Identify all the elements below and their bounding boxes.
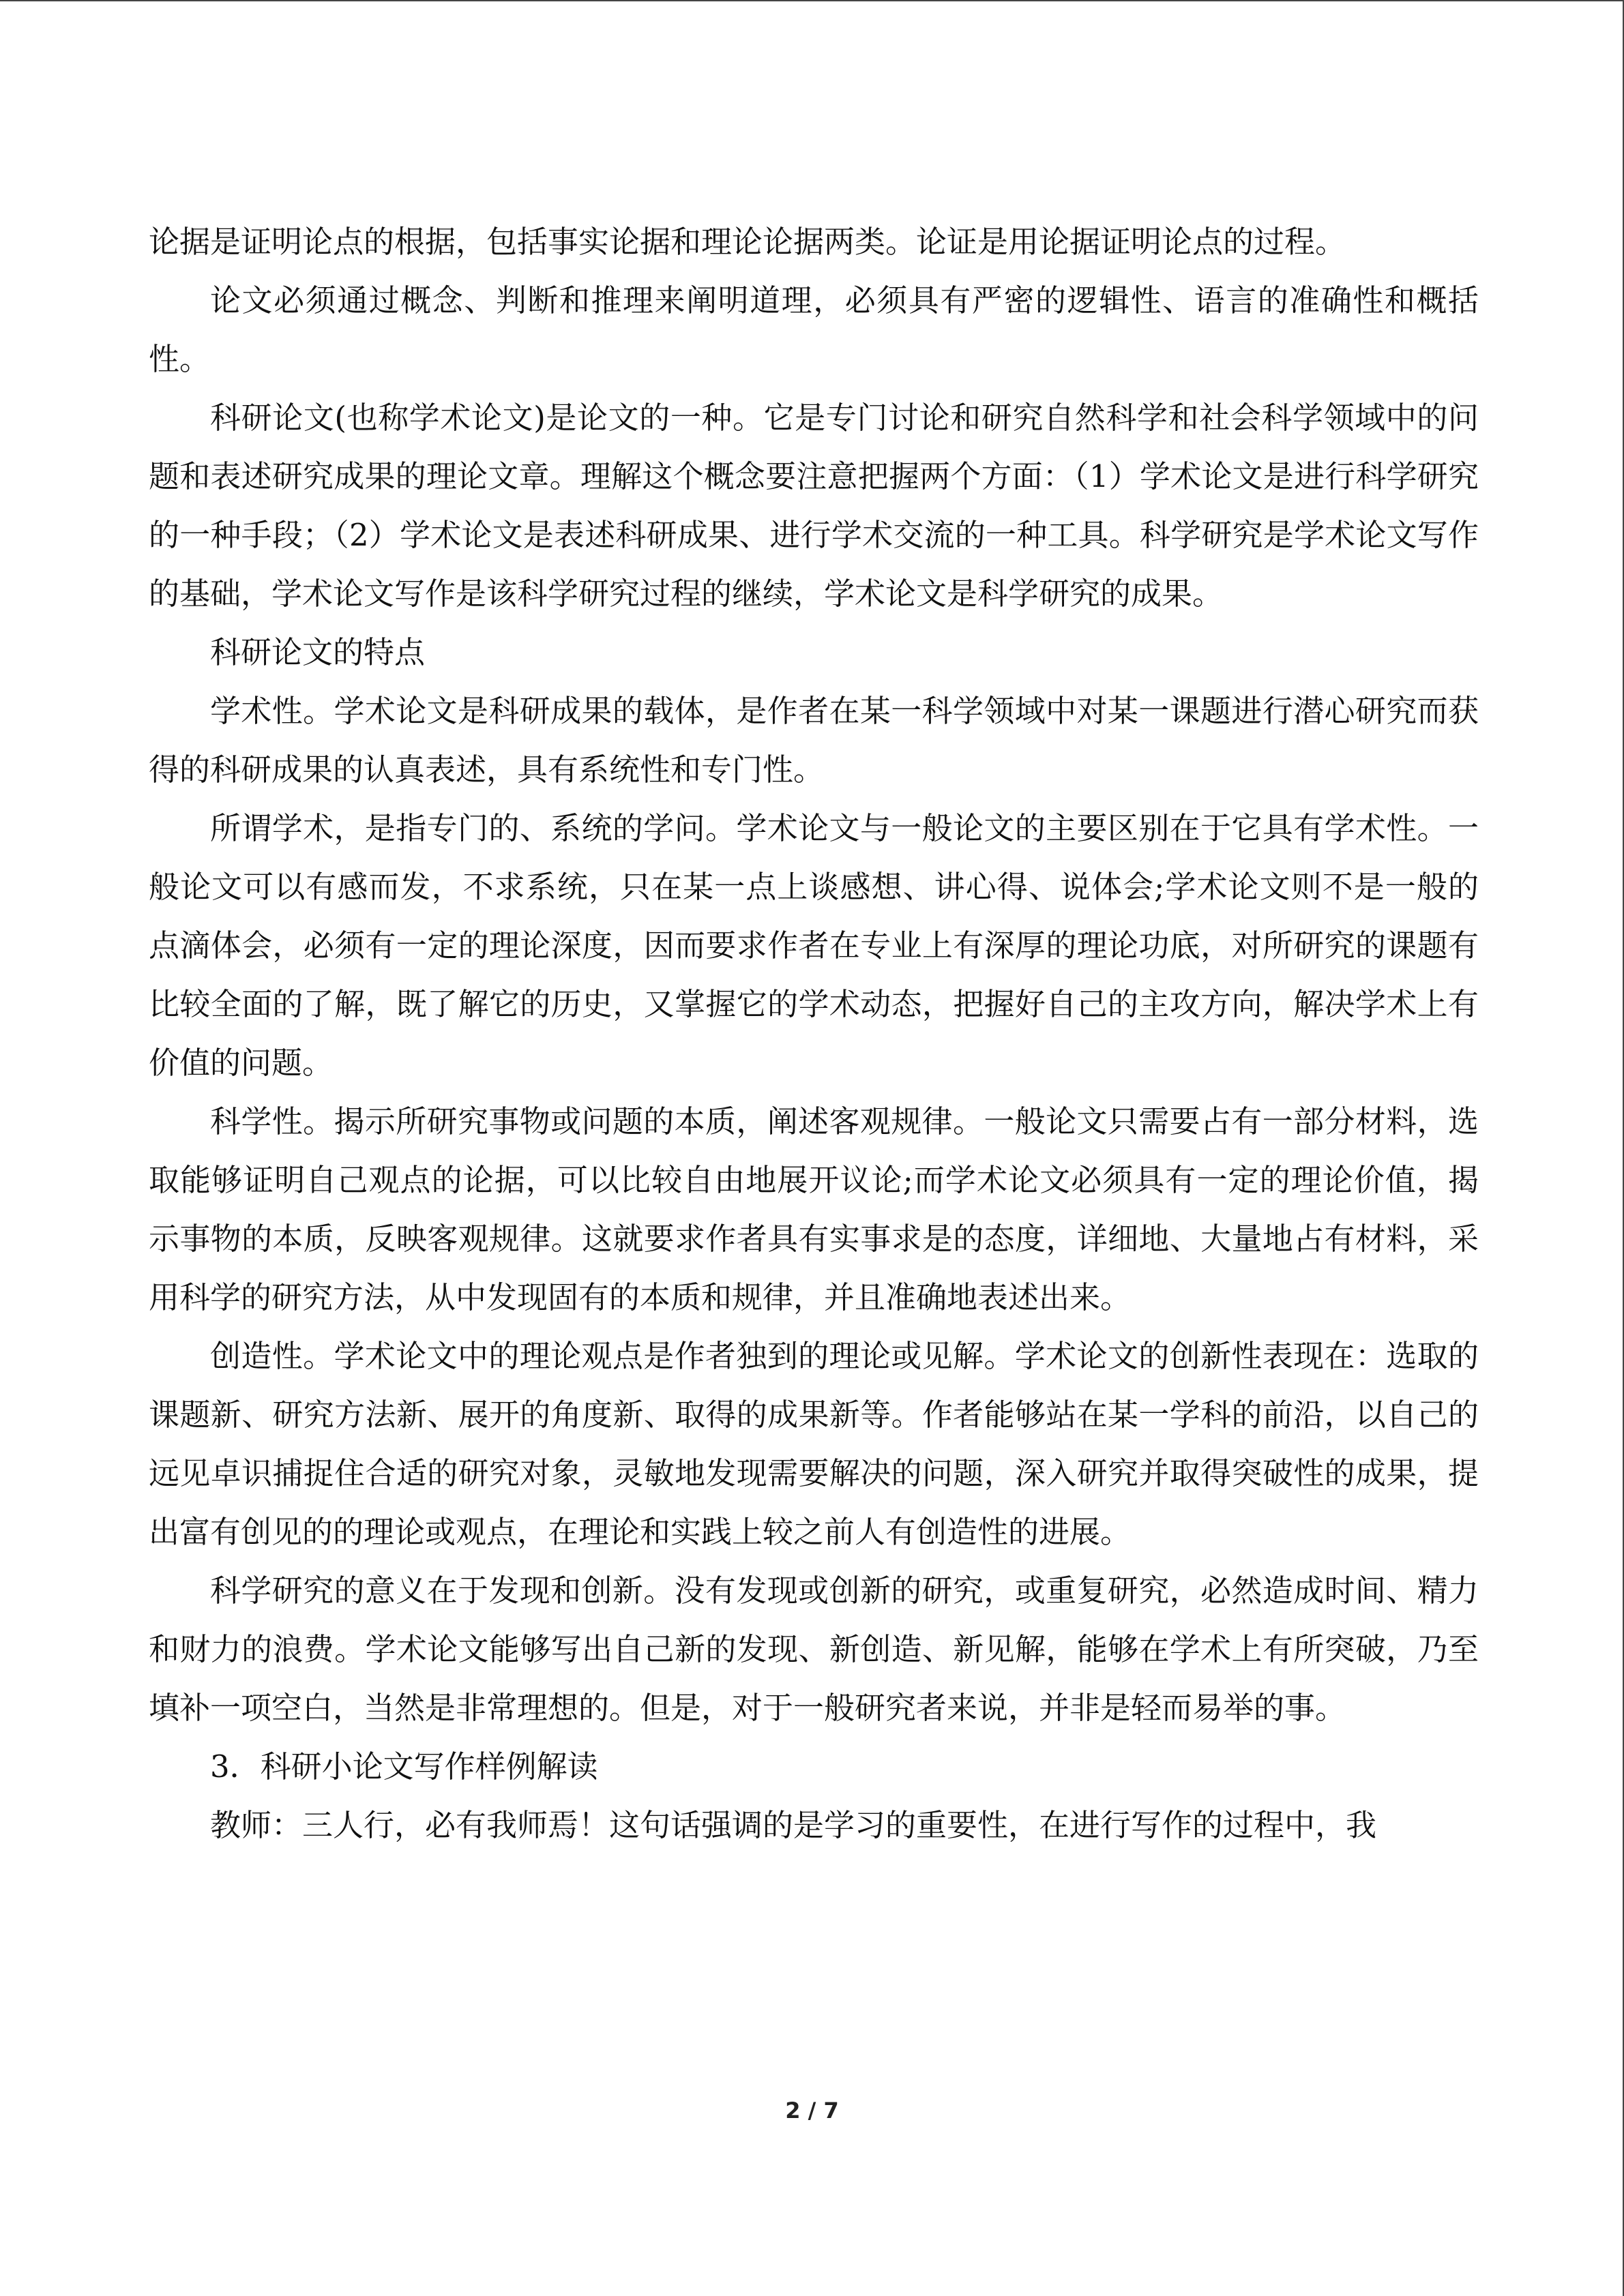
section-heading-example: 3．科研小论文写作样例解读 — [210, 1748, 598, 1785]
paragraph-research-paper-definition: 科研论文(也称学术论文)是论文的一种。它是专门讨论和研究自然科学和社会科学领域中的问题和表述研究成果的理论文章。理解这个概念要注意把握两个方面：（1）学术论文是进行科学研究的一种手段；（2）学术论文是表述科研成果、进行学术交流的一种工具。科学研究是学术论文写作的基础，学术论文写作是该科学研究过程的继续，学术论文是科学研究的成果。 — [149, 400, 1479, 612]
paragraph-creativity: 创造性。学术论文中的理论观点是作者独到的理论或见解。学术论文的创新性表现在：选取的课题新、研究方法新、展开的角度新、取得的成果新等。作者能够站在某一学科的前沿，以自己的远见卓识捕捉住合适的研究对象，灵敏地发现需要解决的问题，深入研究并取得突破性的成果，提出富有创见的的理论或观点，在理论和实践上较之前人有创造性的进展。 — [149, 1338, 1479, 1550]
paragraph-teacher-quote: 教师：三人行，必有我师焉！这句话强调的是学习的重要性，在进行写作的过程中，我 — [210, 1807, 1377, 1843]
paragraph-arguments-definition: 论据是证明论点的根据，包括事实论据和理论论据两类。论证是用论据证明论点的过程。 — [149, 224, 1346, 260]
document-body — [149, 213, 1479, 1855]
paragraph-logic-requirement: 论文必须通过概念、判断和推理来阐明道理，必须具有严密的逻辑性、语言的准确性和概括性。 — [149, 282, 1479, 377]
paragraph-scientific-nature: 科学性。揭示所研究事物或问题的本质，阐述客观规律。一般论文只需要占有一部分材料，选取能够证明自己观点的论据，可以比较自由地展开议论;而学术论文必须具有一定的理论价值，揭示事物的本质，反映客观规律。这就要求作者具有实事求是的态度，详细地、大量地占有材料，采用科学的研究方法，从中发现固有的本质和规律，并且准确地表述出来。 — [149, 1103, 1479, 1315]
section-heading-features: 科研论文的特点 — [210, 634, 426, 670]
paragraph-academic-nature: 学术性。学术论文是科研成果的载体，是作者在某一科学领域中对某一课题进行潜心研究而获得的科研成果的认真表述，具有系统性和专门性。 — [149, 693, 1479, 788]
paragraph-academic-meaning: 所谓学术，是指专门的、系统的学问。学术论文与一般论文的主要区别在于它具有学术性。一般论文可以有感而发，不求系统，只在某一点上谈感想、讲心得、说体会;学术论文则不是一般的点滴体会，必须有一定的理论深度，因而要求作者在专业上有深厚的理论功底，对所研究的课题有比较全面的了解，既了解它的历史，又掌握它的学术动态，把握好自己的主攻方向，解决学术上有价值的问题。 — [149, 810, 1479, 1081]
page-number: 2 / 7 — [785, 2098, 839, 2123]
paragraph-research-significance: 科学研究的意义在于发现和创新。没有发现或创新的研究，或重复研究，必然造成时间、精力和财力的浪费。学术论文能够写出自己新的发现、新创造、新见解，能够在学术上有所突破，乃至填补一项空白，当然是非常理想的。但是，对于一般研究者来说，并非是轻而易举的事。 — [149, 1572, 1479, 1726]
